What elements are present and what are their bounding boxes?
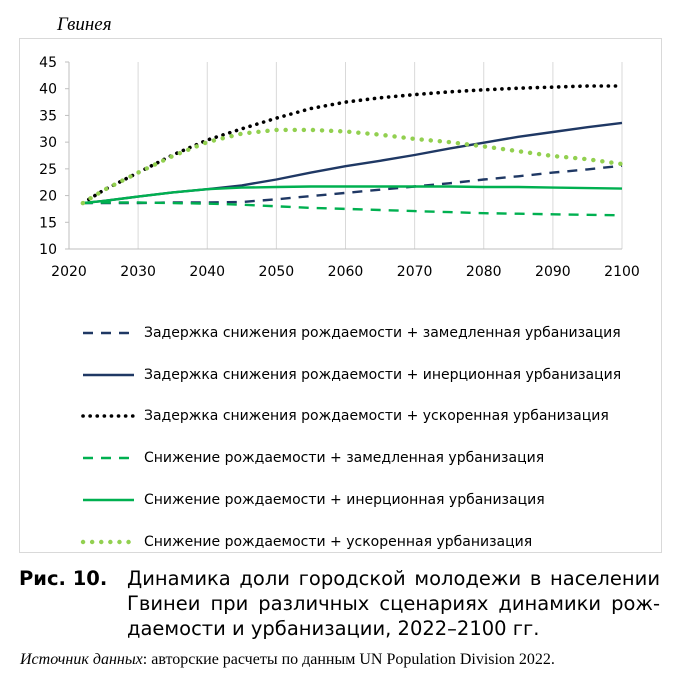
legend-swatch (80, 410, 136, 422)
y-tick-label: 10 (39, 242, 57, 258)
y-tick-label: 40 (39, 81, 57, 98)
x-tick-label: 2090 (535, 264, 571, 280)
y-tick-label: 35 (39, 108, 57, 125)
x-tick-label: 2050 (258, 264, 295, 280)
figure-caption (19, 566, 662, 641)
y-tick-label: 30 (39, 135, 57, 152)
data-source-note (20, 651, 555, 669)
series-lines (83, 86, 622, 215)
legend-item-4 (80, 437, 655, 479)
x-tick-label: 2020 (51, 264, 87, 280)
figure-caption-text: Динамика доли городской молодежи в населении Гвинеи при различных сценариях динамики рож-даемости и урбанизации, 2022–2100 гг. (127, 567, 660, 640)
y-tick-label: 15 (39, 215, 57, 232)
legend-label: Снижение рождаемости + ускоренная урбанизация (144, 533, 533, 550)
data-source-text: : авторские расчеты по данным UN Population Division 2022. (142, 651, 555, 668)
legend-label: Задержка снижения рождаемости + замедленная урбанизация (144, 324, 621, 341)
y-tick-label: 25 (39, 161, 57, 178)
chart-legend (80, 312, 655, 563)
legend-item-5 (80, 479, 655, 521)
legend-swatch (80, 536, 136, 548)
legend-label: Снижение рождаемости + замедленная урбанизация (144, 450, 545, 467)
figure-number: Рис. 10. (19, 567, 108, 590)
line-chart (0, 0, 683, 300)
legend-item-2 (80, 354, 655, 396)
legend-label: Задержка снижения рождаемости + ускоренная урбанизация (144, 408, 609, 425)
legend-swatch (80, 327, 136, 339)
legend-swatch (80, 452, 136, 464)
x-tick-label: 2070 (396, 264, 433, 280)
x-tick-label: 2080 (465, 264, 502, 280)
chart-country-label: Гвинея (57, 14, 112, 35)
y-tick-label: 45 (39, 55, 57, 71)
x-tick-label: 2060 (327, 264, 364, 280)
series-line-5 (83, 187, 622, 204)
legend-label: Снижение рождаемости + инерционная урбанизация (144, 492, 545, 509)
series-line-1 (83, 166, 622, 203)
legend-swatch (80, 494, 136, 506)
x-tick-label: 2100 (604, 264, 640, 280)
legend-swatch (80, 369, 136, 381)
data-source-prefix: Источник данных (20, 651, 143, 668)
y-tick-label: 20 (39, 188, 57, 205)
x-tick-label: 2030 (120, 264, 156, 280)
legend-label: Задержка снижения рождаемости + инерционная урбанизация (144, 366, 622, 383)
x-tick-label: 2040 (189, 264, 226, 280)
legend-item-3 (80, 396, 655, 438)
series-line-4 (83, 203, 622, 216)
legend-item-1 (80, 312, 655, 354)
legend-item-6 (80, 521, 655, 563)
